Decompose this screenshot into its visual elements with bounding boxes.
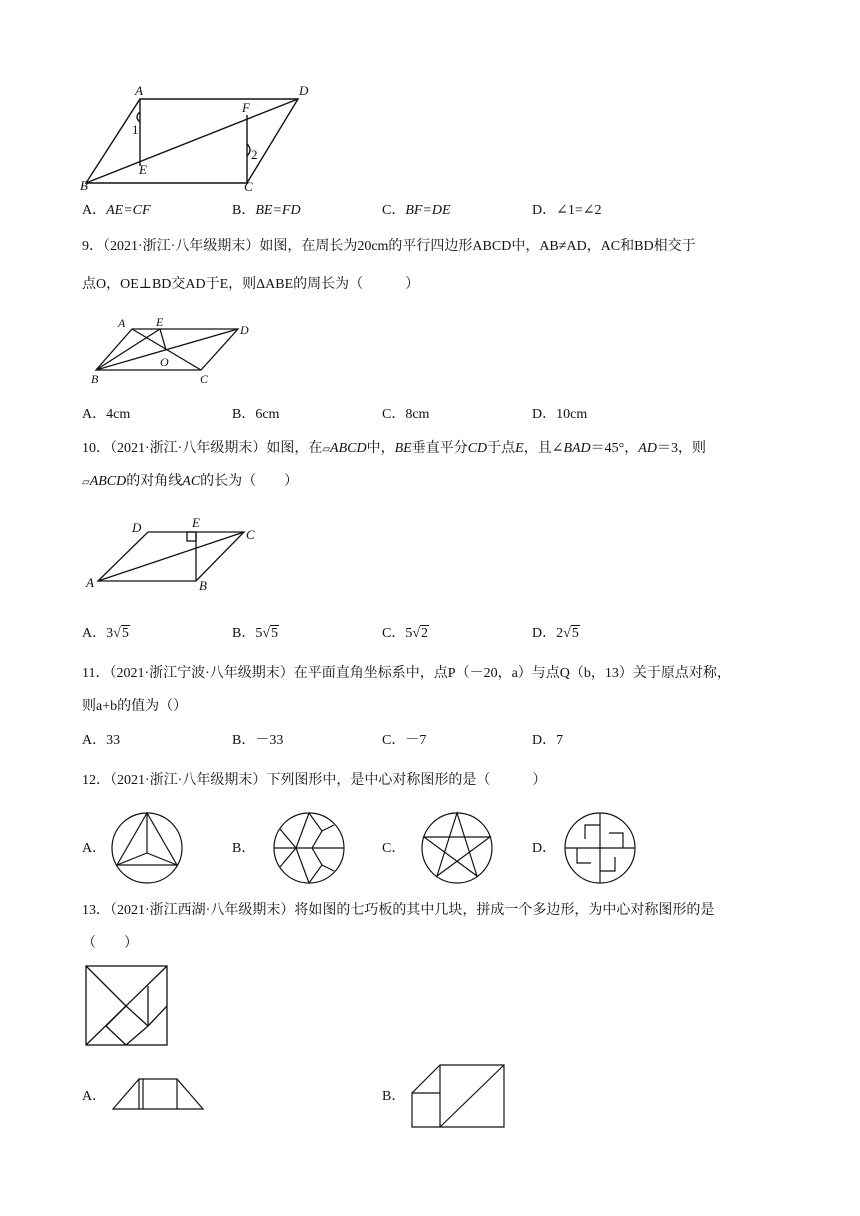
q11-option-b [232, 731, 283, 751]
stem-text: BAD [563, 441, 591, 456]
option-text: BF=DE [405, 203, 451, 218]
stem-text: 于点 [487, 441, 516, 456]
q12-option-d-letter: D． [532, 841, 557, 856]
q8-label-a: A [135, 83, 143, 98]
q10-option-c [382, 624, 429, 644]
q8-label-2: 2 [251, 147, 258, 162]
q9-option-a [82, 405, 130, 425]
stem-text: ，且∠ [523, 441, 564, 456]
option-letter: D． [532, 407, 557, 422]
stem-text: AD [638, 441, 657, 456]
option-text: 7 [556, 733, 564, 748]
sqrt-symbol-icon: √5 [563, 626, 579, 641]
option-text: －7 [405, 733, 427, 748]
parallelogram-symbol-icon: ▱ [82, 477, 90, 488]
q13-option-a-trapezoid-figure [110, 1076, 206, 1112]
q9-option-d [532, 405, 587, 425]
option-letter: C． [382, 407, 406, 422]
stem-text: E [515, 441, 524, 456]
q13-option-b-letter: B． [382, 1089, 406, 1104]
q9-stem-line1: 9．（2021·浙江·八年级期末）如图，在周长为20cm的平行四边形ABCD中，AB≠AD，AC和BD相交于 [82, 239, 696, 254]
q9-label-d: D [240, 323, 249, 337]
stem-text: 的长为（ ） [200, 474, 299, 489]
option-coefficient: 2 [556, 626, 564, 641]
q9-label-b: B [91, 372, 99, 386]
parallelogram-symbol-icon: ▱ [322, 444, 331, 455]
option-letter: A． [82, 407, 107, 422]
option-text: AE=CF [106, 203, 151, 218]
stem-text: BE [394, 441, 412, 456]
q12-option-c-letter: C． [382, 841, 406, 856]
option-letter: C． [382, 733, 406, 748]
q11-option-a [82, 731, 120, 751]
q10-label-d: D [132, 520, 142, 535]
q9-option-c [382, 405, 429, 425]
q13-tangram-figure [84, 964, 170, 1048]
q11-option-d [532, 731, 563, 751]
option-text: 4cm [106, 407, 131, 422]
radicand: 5 [271, 626, 279, 641]
q12-stem-line1: 12．（2021·浙江·八年级期末）下列图形中，是中心对称图形的是（ ） [82, 773, 547, 788]
q10-parallelogram-figure [84, 512, 268, 596]
option-text: 6cm [255, 407, 280, 422]
q13-stem-line1: 13．（2021·浙江西湖·八年级期末）将如图的七巧板的其中几块，拼成一个多边形，为中心对称图形的是 [82, 903, 715, 918]
stem-text: 10．（2021·浙江·八年级期末）如图，在 [82, 441, 323, 456]
q11-stem-line1: 11．（2021·浙江宁波·八年级期末）在平面直角坐标系中，点P（－20，a）与点Q（b，13）关于原点对称， [82, 666, 731, 681]
q12-option-a-letter: A． [82, 841, 107, 856]
option-letter: D． [532, 626, 557, 641]
sqrt-symbol-icon: √5 [113, 626, 129, 641]
q10-option-d [532, 624, 580, 644]
stem-text: 垂直平分 [411, 441, 468, 456]
option-letter: B． [232, 733, 256, 748]
q8-label-e: E [139, 162, 147, 177]
stem-text: ABCD [89, 474, 127, 489]
sqrt-symbol-icon: √5 [262, 626, 279, 641]
q9-option-b [232, 405, 279, 425]
q10-label-e: E [192, 515, 200, 530]
q8-label-f: F [242, 100, 250, 115]
stem-text: 的对角线 [126, 474, 183, 489]
q8-parallelogram-figure [78, 82, 318, 192]
q9-parallelogram-figure [86, 314, 256, 390]
option-text: 8cm [405, 407, 430, 422]
option-coefficient: 5 [255, 626, 263, 641]
q8-option-a [82, 201, 151, 221]
q9-label-c: C [200, 372, 209, 386]
q10-label-a: A [86, 575, 94, 590]
q8-option-c [382, 201, 451, 221]
q9-stem-line2: 点O，OE⊥BD交AD于E，则ΔABE的周长为（ ） [82, 277, 420, 292]
sqrt-symbol-icon: √2 [412, 626, 429, 641]
q13-stem-line2: （ ） [82, 936, 138, 951]
option-text: 10cm [556, 407, 588, 422]
radicand: 5 [121, 626, 129, 641]
option-letter: C． [382, 626, 406, 641]
q9-label-e: E [156, 315, 164, 329]
q11-option-c [382, 731, 426, 751]
q8-option-b [232, 201, 301, 221]
q9-label-a: A [118, 316, 126, 330]
stem-text: AC [182, 474, 201, 489]
q8-label-1: 1 [132, 122, 139, 137]
option-text: －33 [255, 733, 284, 748]
q8-label-c: C [244, 179, 253, 192]
q12-option-a-circle-triangle-figure [110, 811, 184, 885]
option-letter: A． [82, 203, 107, 218]
q9-label-o: O [160, 355, 169, 369]
option-letter: B． [232, 203, 256, 218]
option-text: ∠1=∠2 [556, 203, 602, 218]
option-letter: B． [232, 407, 256, 422]
stem-text: 中， [366, 441, 395, 456]
q12-option-b-circle-arrows-figure [272, 811, 346, 885]
q8-option-d [532, 201, 601, 221]
q10-stem-line2 [82, 471, 298, 494]
option-coefficient: 5 [405, 626, 413, 641]
option-letter: C． [382, 203, 406, 218]
q12-option-d-circle-pinwheel-figure [563, 811, 637, 885]
option-letter: A． [82, 626, 107, 641]
option-text: 33 [106, 733, 121, 748]
q10-option-b [232, 624, 279, 644]
q13-option-a-letter: A． [82, 1089, 107, 1104]
q12-option-c-circle-star-figure [420, 811, 494, 885]
q13-option-b-polygon-figure [410, 1063, 506, 1129]
q10-stem-line1 [82, 438, 706, 461]
q12-option-b-letter: B． [232, 841, 256, 856]
radicand: 5 [571, 626, 579, 641]
option-letter: D． [532, 733, 557, 748]
q8-label-d: D [299, 83, 309, 98]
option-letter: B． [232, 626, 256, 641]
stem-text: ＝45°， [590, 441, 639, 456]
option-coefficient: 3 [106, 626, 114, 641]
q10-label-c: C [246, 527, 255, 542]
radicand: 2 [421, 626, 429, 641]
q8-label-b: B [80, 178, 88, 192]
option-text: BE=FD [255, 203, 301, 218]
q10-label-b: B [199, 578, 207, 593]
q11-stem-line2: 则a+b的值为（） [82, 699, 188, 714]
option-letter: D． [532, 203, 557, 218]
stem-text: ABCD [330, 441, 367, 456]
q10-option-a [82, 624, 130, 644]
stem-text: CD [467, 441, 488, 456]
option-letter: A． [82, 733, 107, 748]
stem-text: ＝3，则 [656, 441, 706, 456]
